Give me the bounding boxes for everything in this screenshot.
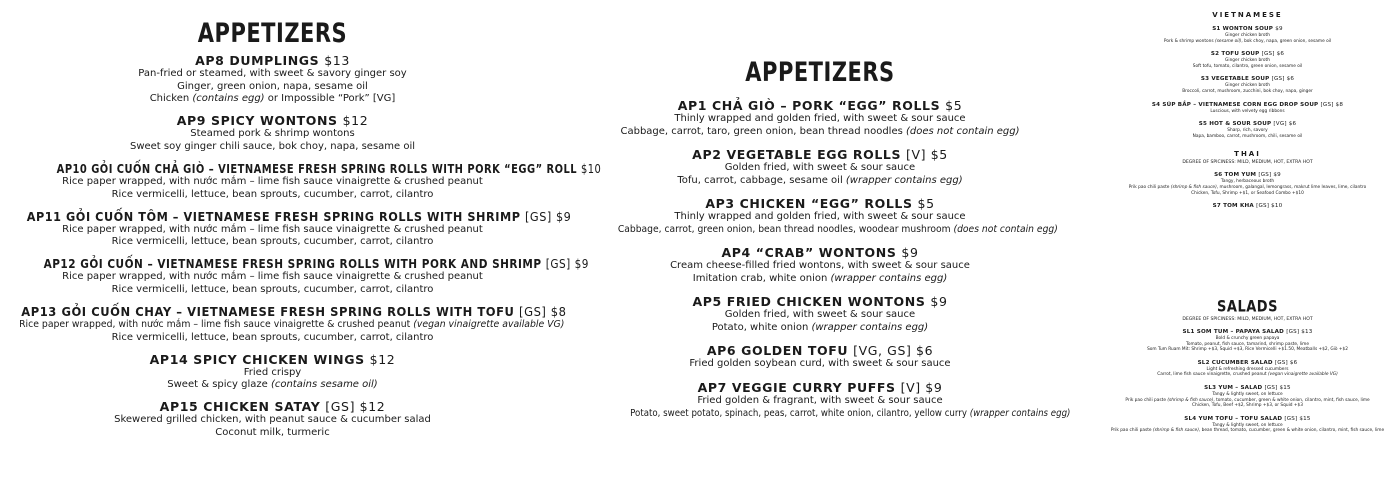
menu-item-price: [VG] $6 xyxy=(1273,121,1297,128)
menu-item-name: S6 TOM YUM xyxy=(1214,172,1257,179)
menu-item-description: Golden fried, with sweet & sour sauce xyxy=(724,309,916,321)
menu-item-title-row xyxy=(43,256,589,272)
menu-item-name: S3 VEGETABLE SOUP xyxy=(1200,76,1270,83)
menu-item-description: Rice paper wrapped, with nước mắm – lime fish sauce vinaigrette & crushed peanut xyxy=(62,175,483,187)
menu-item-price: [GS] $9 xyxy=(545,256,589,272)
menu-item xyxy=(0,399,545,439)
thai-soups-section xyxy=(1095,150,1400,210)
menu-item-description: Tangy & lightly sweet, on lettuce xyxy=(1212,391,1283,397)
menu-item xyxy=(0,113,545,153)
menu-item-name: AP8 DUMPLINGS xyxy=(195,53,320,68)
menu-items xyxy=(600,98,1071,420)
allergen-note: (wrapper contains egg) xyxy=(845,174,963,186)
menu-item xyxy=(1095,329,1400,353)
menu-item xyxy=(1095,76,1400,94)
allergen-note: (wrapper contains egg) xyxy=(830,273,948,285)
section-heading: THAI xyxy=(1234,150,1261,159)
menu-item-name: SL2 CUCUMBER SALAD xyxy=(1197,359,1273,366)
middle-menu-column xyxy=(600,0,1071,429)
menu-item-title-row xyxy=(0,113,545,128)
menu-item-description: Bold & crunchy green papaya xyxy=(1215,336,1280,341)
menu-item-price: $13 xyxy=(324,53,350,68)
menu-item-price: $12 xyxy=(369,351,396,367)
menu-item-title-row xyxy=(600,245,1040,260)
menu-item-title-row xyxy=(56,160,602,176)
menu-item-name: AP3 CHICKEN “EGG” ROLLS xyxy=(705,196,913,212)
menu-item-description: Prik pao chili paste (shrimp & fish sauce), bean thread, tomato, cucumber, green & white onion, cilantro, mint, fish sauce, lime xyxy=(1110,428,1385,434)
menu-item-description: Pork & shrimp wontons (sesame oil), bok choy, napa, green onion, sesame oil xyxy=(1163,38,1332,44)
menu-item-price: [V] $5 xyxy=(906,147,948,163)
menu-item-name: AP4 “CRAB” WONTONS xyxy=(721,245,897,261)
allergen-note: (vegan vinaigrette available VG) xyxy=(413,319,565,331)
menu-item-name: AP14 SPICY CHICKEN WINGS xyxy=(149,351,365,367)
menu-item-name: AP7 VEGGIE CURRY PUFFS xyxy=(697,379,896,395)
menu-item-description: Rice paper wrapped, with nước mắm – lime fish sauce vinaigrette & crushed peanut (vegan vinaigrette available VG) xyxy=(19,319,565,331)
menu-item xyxy=(0,256,589,296)
menu-item xyxy=(1095,121,1400,139)
menu-item-title-row xyxy=(600,98,1040,113)
allergen-note: (wrapper contains egg) xyxy=(811,322,929,334)
menu-item-name: S7 TOM KHA xyxy=(1212,203,1254,210)
allergen-note: (shrimp & fish sauce) xyxy=(1170,184,1217,190)
menu-item-description: Carrot, lime fish sauce vinaigrette, crushed peanut (vegan vinaigrette available VG) xyxy=(1157,372,1338,378)
menu-item xyxy=(600,379,1071,421)
menu-item-name: AP9 SPICY WONTONS xyxy=(176,113,338,129)
menu-item xyxy=(600,196,1058,237)
menu-item xyxy=(1095,172,1400,196)
menu-item-description: Sweet soy ginger chili sauce, bok choy, napa, sesame oil xyxy=(129,140,416,152)
menu-item-name: AP1 CHẢ GIÒ – PORK “EGG” ROLLS xyxy=(677,98,941,113)
menu-items xyxy=(1095,329,1400,434)
menu-item xyxy=(600,147,1040,188)
menu-item-title-row xyxy=(0,53,545,68)
menu-item-name: SL1 SOM TUM – PAPAYA SALAD xyxy=(1182,329,1285,335)
allergen-note: (does not contain egg) xyxy=(953,223,1058,235)
menu-item-name: SL3 YUM – SALAD xyxy=(1204,384,1263,391)
menu-item xyxy=(600,343,1040,371)
menu-item-price: $9 xyxy=(930,294,948,310)
menu-item-price: $12 xyxy=(342,113,369,129)
menu-item-title-row xyxy=(1095,360,1400,367)
menu-item-description: Skewered grilled chicken, with peanut sauce & cucumber salad xyxy=(114,414,431,426)
menu-item-price: [V] $9 xyxy=(900,379,943,395)
menu-items xyxy=(1095,172,1400,210)
menu-item-price: [GS] $9 xyxy=(524,208,572,224)
menu-item-description: Cabbage, carrot, taro, green onion, bean thread noodles (does not contain egg) xyxy=(620,125,1020,137)
menu-item-name: S5 HOT & SOUR SOUP xyxy=(1198,121,1272,128)
menu-item xyxy=(1095,51,1400,69)
menu-item-price: [GS] $10 xyxy=(1256,203,1283,210)
menu-item-price: $5 xyxy=(917,196,935,212)
menu-item-title-row xyxy=(600,380,1040,395)
menu-item-name: AP15 CHICKEN SATAY xyxy=(159,399,321,415)
menu-items xyxy=(1095,26,1400,139)
menu-item-price: [GS] $6 xyxy=(1261,51,1285,58)
menu-item-price: [VG, GS] $6 xyxy=(853,343,934,359)
menu-item-description: Rice vermicelli, lettuce, bean sprouts, cucumber, carrot, cilantro xyxy=(111,331,434,343)
menu-item-description: Tangy, herbaceous broth xyxy=(1220,179,1275,185)
menu-item-name: AP12 GỎI CUỐN – VIETNAMESE FRESH SPRING ROLLS WITH PORK AND SHRIMP xyxy=(43,256,542,272)
menu-item xyxy=(0,304,567,344)
menu-item xyxy=(1095,416,1400,434)
menu-item-description: Broccoli, carrot, mushroom, zucchini, bok choy, napa, ginger xyxy=(1182,88,1313,94)
menu-item-price: [GS] $8 xyxy=(519,304,567,320)
menu-item-title-row xyxy=(26,208,572,224)
menu-item-description: Prik pao chili paste (shrimp & fish sauce), mushroom, galangal, lemongrass, makrut lime leaves, lime, cilantro xyxy=(1128,184,1367,190)
menu-item-price: [GS] $8 xyxy=(1320,101,1344,108)
menu-item xyxy=(0,53,545,106)
menu-item-price: [GS] $6 xyxy=(1271,76,1295,83)
menu-item-description: Rice vermicelli, lettuce, bean sprouts, cucumber, carrot, cilantro xyxy=(111,283,434,295)
menu-item xyxy=(0,160,602,201)
menu-item-name: AP5 FRIED CHICKEN WONTONS xyxy=(692,294,926,310)
menu-item-title-row xyxy=(600,294,1040,309)
menu-item-title-row xyxy=(1095,203,1400,210)
menu-item-name: AP10 GỎI CUỐN CHẢ GIÒ – VIETNAMESE FRESH SPRING ROLLS WITH PORK “EGG” ROLL xyxy=(56,160,578,176)
menu-item-price: $5 xyxy=(945,98,963,113)
allergen-note: (does not contain egg) xyxy=(906,125,1020,137)
menu-item-title-row xyxy=(1095,329,1400,336)
menu-item-description: Potato, white onion (wrapper contains egg) xyxy=(711,322,929,334)
menu-item-description: Som Tum Ruam Mit: Shrimp +$3, Squid +$3, Rice Vermicelli +$1.50, Meatballs +$2, Giò +$2 xyxy=(1147,347,1348,353)
menu-item-description: Tomato, peanut, fish sauce, tamarind, shrimp paste, lime xyxy=(1186,341,1309,347)
allergen-note: (vegan vinaigrette available VG) xyxy=(1267,372,1338,378)
menu-item-description: Coconut milk, turmeric xyxy=(215,427,330,438)
menu-item-title-row xyxy=(1095,26,1400,33)
menu-item xyxy=(0,208,572,249)
menu-item xyxy=(600,98,1040,139)
allergen-note: (shrimp & fish sauce) xyxy=(1167,397,1214,403)
menu-item-price: $9 xyxy=(901,245,919,261)
menu-item-description: Rice vermicelli, lettuce, bean sprouts, cucumber, carrot, cilantro xyxy=(111,188,434,200)
menu-item xyxy=(1095,360,1400,378)
menu-item-description: Napa, bamboo, carrot, mushroom, chili, sesame oil xyxy=(1192,133,1303,139)
menu-item-name: AP11 GỎI CUỐN TÔM – VIETNAMESE FRESH SPRING ROLLS WITH SHRIMP xyxy=(26,208,521,224)
menu-item-title-row xyxy=(0,399,545,414)
menu-item-description: Tofu, carrot, cabbage, sesame oil (wrapper contains egg) xyxy=(677,174,963,186)
menu-item-price: [GS] $15 xyxy=(1284,415,1311,422)
menu-item-description: Soft tofu, tomato, cilantro, green onion, sesame oil xyxy=(1192,63,1303,69)
menu-item-description: Tangy & lightly sweet, on lettuce xyxy=(1212,422,1283,428)
menu-item xyxy=(600,294,1040,335)
menu-item-name: S1 WONTON SOUP xyxy=(1212,26,1274,32)
allergen-note: (shrimp & fish sauce) xyxy=(1152,428,1199,434)
menu-item-price: $9 xyxy=(1275,26,1283,32)
menu-item-price: $10 xyxy=(580,160,602,176)
spiciness-note: DEGREE OF SPICINESS: MILD, MEDIUM, HOT, EXTRA HOT xyxy=(1182,160,1313,166)
menu-item-description: Chicken, Tofu, Shrimp +$1, or Seafood Combo +$10 xyxy=(1191,190,1304,196)
menu-item-name: AP2 VEGETABLE EGG ROLLS xyxy=(692,147,902,163)
menu-item xyxy=(1095,385,1400,409)
menu-item-description: Cream cheese-filled fried wontons, with sweet & sour sauce xyxy=(670,260,970,272)
menu-item-title-row xyxy=(600,343,1040,358)
menu-item-price: [GS] $13 xyxy=(1286,329,1313,335)
menu-item xyxy=(1095,26,1400,44)
menu-item-description: Ginger chicken broth xyxy=(1225,83,1270,89)
menu-item-description: Fried golden & fragrant, with sweet & sour sauce xyxy=(697,394,943,406)
allergen-note: (contains egg) xyxy=(192,93,265,105)
menu-item-description: Imitation crab, white onion (wrapper contains egg) xyxy=(692,273,948,285)
spiciness-note: DEGREE OF SPICINESS: MILD, MEDIUM, HOT, EXTRA HOT xyxy=(1182,317,1313,322)
menu-item-description: Cabbage, carrot, green onion, bean thread noodles, woodear mushroom (does not contain egg) xyxy=(617,223,1058,235)
menu-item-name: SL4 YUM TOFU – TOFU SALAD xyxy=(1184,415,1283,422)
menu-item-description: Luscious, with velvety egg ribbons xyxy=(1210,108,1285,114)
allergen-note: (wrapper contains egg) xyxy=(969,407,1071,419)
menu-item-title-row xyxy=(1095,102,1400,109)
menu-item xyxy=(600,245,1040,286)
vietnamese-soups-section xyxy=(1095,11,1400,139)
menu-item-title-row xyxy=(600,196,1040,211)
menu-item-price: [GS] $12 xyxy=(325,399,386,415)
salads-section xyxy=(1095,296,1400,434)
menu-item-title-row xyxy=(1095,385,1400,392)
allergen-note: (contains sesame oil) xyxy=(270,379,378,391)
menu-item-title-row xyxy=(1095,416,1400,423)
menu-item-description: Fried golden soybean curd, with sweet & sour sauce xyxy=(689,358,951,370)
menu-item-title-row xyxy=(0,352,545,367)
menu-item-description: Thinly wrapped and golden fried, with sweet & sour sauce xyxy=(674,211,966,223)
menu-item-description: Ginger, green onion, napa, sesame oil xyxy=(177,80,368,92)
menu-item-description: Ginger chicken broth xyxy=(1225,58,1270,64)
menu-item xyxy=(1095,203,1400,210)
menu-item-price: [GS] $6 xyxy=(1274,359,1298,366)
section-heading: APPETIZERS xyxy=(745,57,895,87)
menu-item-name: S2 TOFU SOUP xyxy=(1210,51,1260,58)
left-menu-column xyxy=(0,0,602,447)
menu-item-description: Prik pao chili paste (shrimp & fish sauce), tomato, cucumber, green & white onion, cilantro, mint, fish sauce, lime xyxy=(1125,397,1370,403)
right-menu-column xyxy=(1095,0,1400,434)
menu-item-price: [GS] $9 xyxy=(1258,172,1281,179)
section-heading: SALADS xyxy=(1217,298,1278,317)
section-heading: APPETIZERS xyxy=(197,18,348,48)
menu-item-description: Sharp, rich, savory xyxy=(1227,128,1268,134)
menu-item-description: Sweet & spicy glaze (contains sesame oil) xyxy=(167,379,378,391)
menu-item-description: Light & refreshing dressed cucumbers xyxy=(1206,366,1289,372)
menu-item-name: AP6 GOLDEN TOFU xyxy=(706,343,849,359)
menu-items xyxy=(0,53,602,440)
menu-item-description: Golden fried, with sweet & sour sauce xyxy=(724,162,916,174)
menu-item-description: Thinly wrapped and golden fried, with sweet & sour sauce xyxy=(674,113,966,124)
menu-item-price: [GS] $15 xyxy=(1264,384,1291,391)
menu-item-description: Chicken, Tofu, Beef +$2, Shrimp +$3, or Squid +$3 xyxy=(1192,403,1303,409)
menu-item-description: Pan-fried or steamed, with sweet & savory ginger soy xyxy=(138,68,407,79)
allergen-note: (sesame oil) xyxy=(1215,38,1242,44)
menu-item-description: Rice paper wrapped, with nước mắm – lime fish sauce vinaigrette & crushed peanut xyxy=(62,271,483,283)
menu-item xyxy=(1095,102,1400,115)
menu-item-name: S4 SÚP BẮP – VIETNAMESE CORN EGG DROP SOUP xyxy=(1151,101,1319,108)
menu-item-description: Fried crispy xyxy=(243,366,302,378)
menu-item-description: Rice paper wrapped, with nước mắm – lime fish sauce vinaigrette & crushed peanut xyxy=(62,223,483,235)
menu-item-title-row xyxy=(21,304,567,320)
menu-item-title-row xyxy=(600,147,1040,162)
menu-item-description: Rice vermicelli, lettuce, bean sprouts, cucumber, carrot, cilantro xyxy=(111,236,434,248)
menu-item xyxy=(0,352,545,392)
menu-item-description: Steamed pork & shrimp wontons xyxy=(190,128,355,140)
menu-item-name: AP13 GỎI CUỐN CHAY – VIETNAMESE FRESH SPRING ROLLS WITH TOFU xyxy=(21,304,515,320)
menu-item-description: Chicken (contains egg) or Impossible “Pork” [VG] xyxy=(149,93,396,105)
menu-item-description: Potato, sweet potato, spinach, peas, carrot, white onion, cilantro, yellow curry (wrapper contains egg) xyxy=(630,407,1071,419)
menu-item-description: Ginger chicken broth xyxy=(1225,33,1270,38)
section-heading: VIETNAMESE xyxy=(1212,11,1283,19)
